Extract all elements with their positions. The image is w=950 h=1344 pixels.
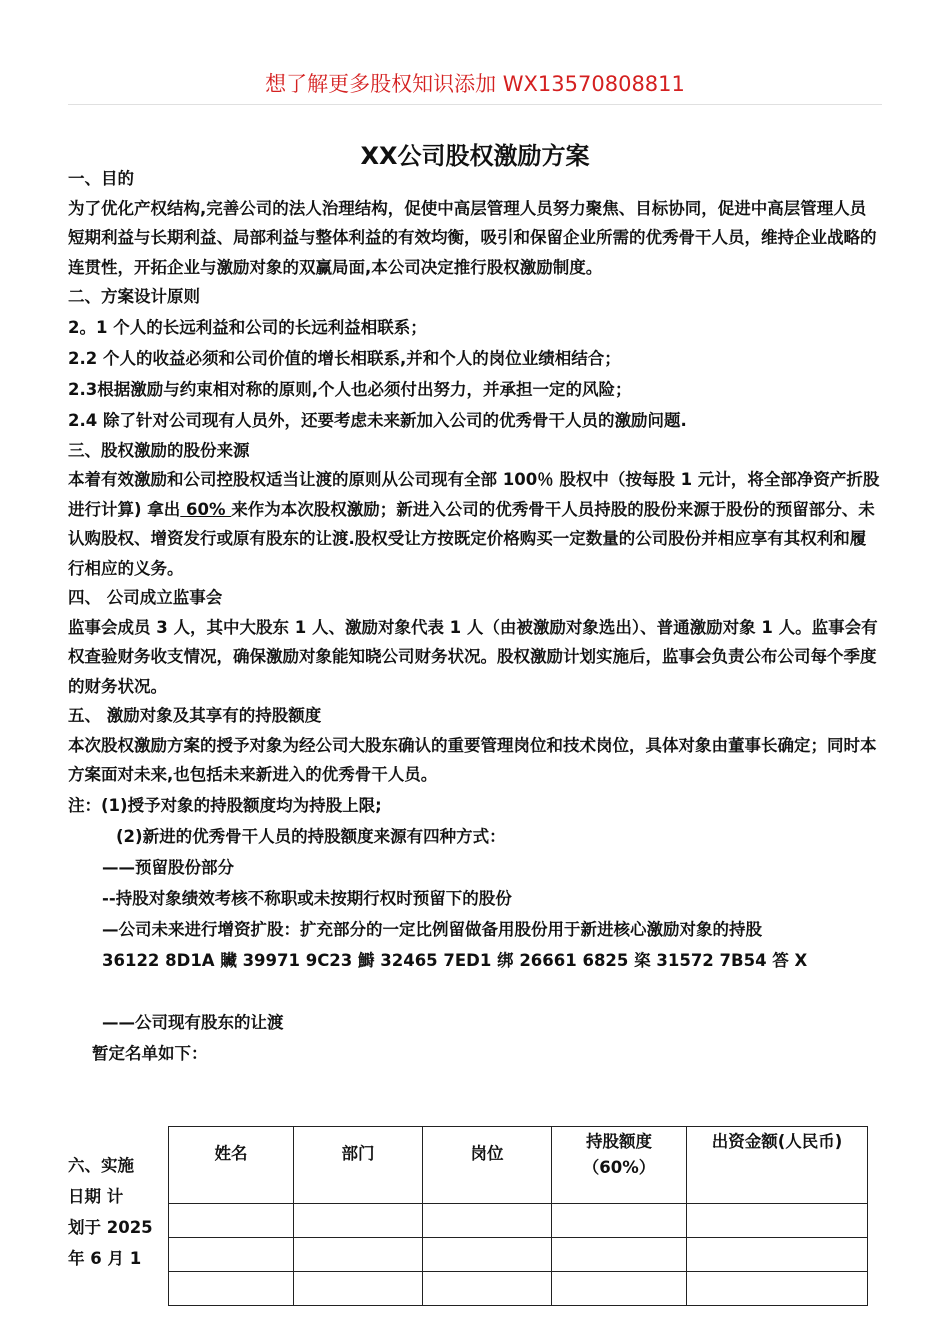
section-3-percentage: 60% <box>180 499 232 519</box>
section-3-body-b: 来作为本次股权激励；新进入公司的优秀骨干人员持股的股份来源于股份的预留部分、未认购股权、增资发行或原有股东的让渡.股权受让方按既定价格购买一定数量的公司股份并相应享有其权利和履行相应的义务。 <box>68 499 875 578</box>
section-6-line: 日期 计 <box>68 1187 124 1206</box>
header-name: 姓名 <box>169 1127 294 1204</box>
table-cell[interactable] <box>687 1238 868 1272</box>
section-5-note-2: (2)新进的优秀骨干人员的持股额度来源有四种方式： <box>116 826 506 846</box>
header-share-quota <box>552 1127 687 1204</box>
section-3-body-a: 本着有效激励和公司控股权适当让渡的原则从公司现有全部 100％ 股权中（按每股 1 元计，将全部净资产折股进行计算) 拿出 <box>68 470 880 519</box>
table-cell[interactable] <box>294 1204 423 1238</box>
section-1-heading: 一、目的 <box>68 169 134 188</box>
table-cell[interactable] <box>169 1204 294 1238</box>
header-department: 部门 <box>294 1127 423 1204</box>
table-cell[interactable] <box>687 1204 868 1238</box>
section-5-garbled-text: 36122 8D1A 贜 39971 9C23 鰣 32465 7ED1 绑 26661 6825 栥 31572 7B54 答 X <box>102 950 808 970</box>
table-header-row <box>169 1127 868 1204</box>
table-cell[interactable] <box>169 1272 294 1306</box>
section-6-line: 六、实施 <box>68 1156 134 1175</box>
header-investment-amount: 出资金额(人民币) <box>687 1127 868 1204</box>
table-cell[interactable] <box>169 1238 294 1272</box>
table-cell[interactable] <box>294 1238 423 1272</box>
table-cell[interactable] <box>423 1238 552 1272</box>
header-divider <box>68 104 882 105</box>
table-cell[interactable] <box>552 1238 687 1272</box>
section-5-way-3: —公司未来进行增资扩股：扩充部分的一定比例留做备用股份用于新进核心激励对象的持股 <box>102 919 762 939</box>
section-2-item: 2.2 个人的收益必须和公司价值的增长相联系,并和个人的岗位业绩相结合； <box>68 348 621 368</box>
section-6-line: 划于 2025 <box>68 1218 153 1237</box>
blank-line <box>68 976 882 1007</box>
table-row <box>169 1204 868 1238</box>
section-6-heading <box>68 1150 160 1274</box>
header-share-quota-label: 持股额度 <box>586 1132 652 1151</box>
section-5-way-2: --持股对象绩效考核不称职或未按期行权时预留下的股份 <box>102 888 512 908</box>
section-6-line: 年 6 月 1 <box>68 1249 142 1268</box>
section-2-item: 2。1 个人的长远利益和公司的长远利益相联系； <box>68 317 427 337</box>
section-3-heading: 三、股权激励的股份来源 <box>68 440 250 460</box>
section-4-body: 监事会成员 3 人，其中大股东 1 人、激励对象代表 1 人（由被激励对象选出）、普通激励对象 1 人。监事会有权查验财务收支情况，确保激励对象能知晓公司财务状况。股权激励计划实施后，监事会负责公布公司每个季度的财务状况。 <box>68 617 878 696</box>
section-1-body: 为了优化产权结构,完善公司的法人治理结构，促使中高层管理人员努力聚焦、目标协同，促进中高层管理人员短期利益与长期利益、局部利益与整体利益的有效均衡，吸引和保留企业所需的优秀骨干人员，维持企业战略的连贯性，开拓企业与激励对象的双赢局面,本公司决定推行股权激励制度。 <box>68 198 877 277</box>
table-cell[interactable] <box>423 1204 552 1238</box>
roster-table <box>168 1126 868 1306</box>
section-3-body <box>68 465 882 583</box>
promo-banner: 想了解更多股权知识添加 WX13570808811 <box>265 72 685 96</box>
table-cell[interactable] <box>552 1204 687 1238</box>
table-cell[interactable] <box>423 1272 552 1306</box>
section-4-heading: 四、 公司成立监事会 <box>68 588 223 607</box>
document-body <box>68 164 882 1069</box>
header-share-quota-sub: （60%） <box>582 1158 656 1177</box>
table-cell[interactable] <box>552 1272 687 1306</box>
section-5-body: 本次股权激励方案的授予对象为经公司大股东确认的重要管理岗位和技术岗位，具体对象由董事长确定；同时本方案面对未来,也包括未来新进入的优秀骨干人员。 <box>68 735 877 784</box>
section-2-item: 2.4 除了针对公司现有人员外，还要考虑未来新加入公司的优秀骨干人员的激励问题. <box>68 410 687 430</box>
section-2-item: 2.3根据激励与约束相对称的原则,个人也必须付出努力，并承担一定的风险； <box>68 379 632 399</box>
section-2-heading: 二、方案设计原则 <box>68 287 200 306</box>
document-title: XX公司股权激励方案 <box>360 142 590 170</box>
section-5-way-4: ——公司现有股东的让渡 <box>102 1012 284 1032</box>
section-5-heading: 五、 激励对象及其享有的持股额度 <box>68 706 322 725</box>
header-position: 岗位 <box>423 1127 552 1204</box>
section-5-list-intro: 暂定名单如下： <box>92 1043 208 1063</box>
table-row <box>169 1272 868 1306</box>
table-cell[interactable] <box>294 1272 423 1306</box>
section-5-way-1: ——预留股份部分 <box>102 857 234 877</box>
section-5-note-1: 注：(1)授予对象的持股额度均为持股上限; <box>68 795 382 815</box>
table-cell[interactable] <box>687 1272 868 1306</box>
table-row <box>169 1238 868 1272</box>
